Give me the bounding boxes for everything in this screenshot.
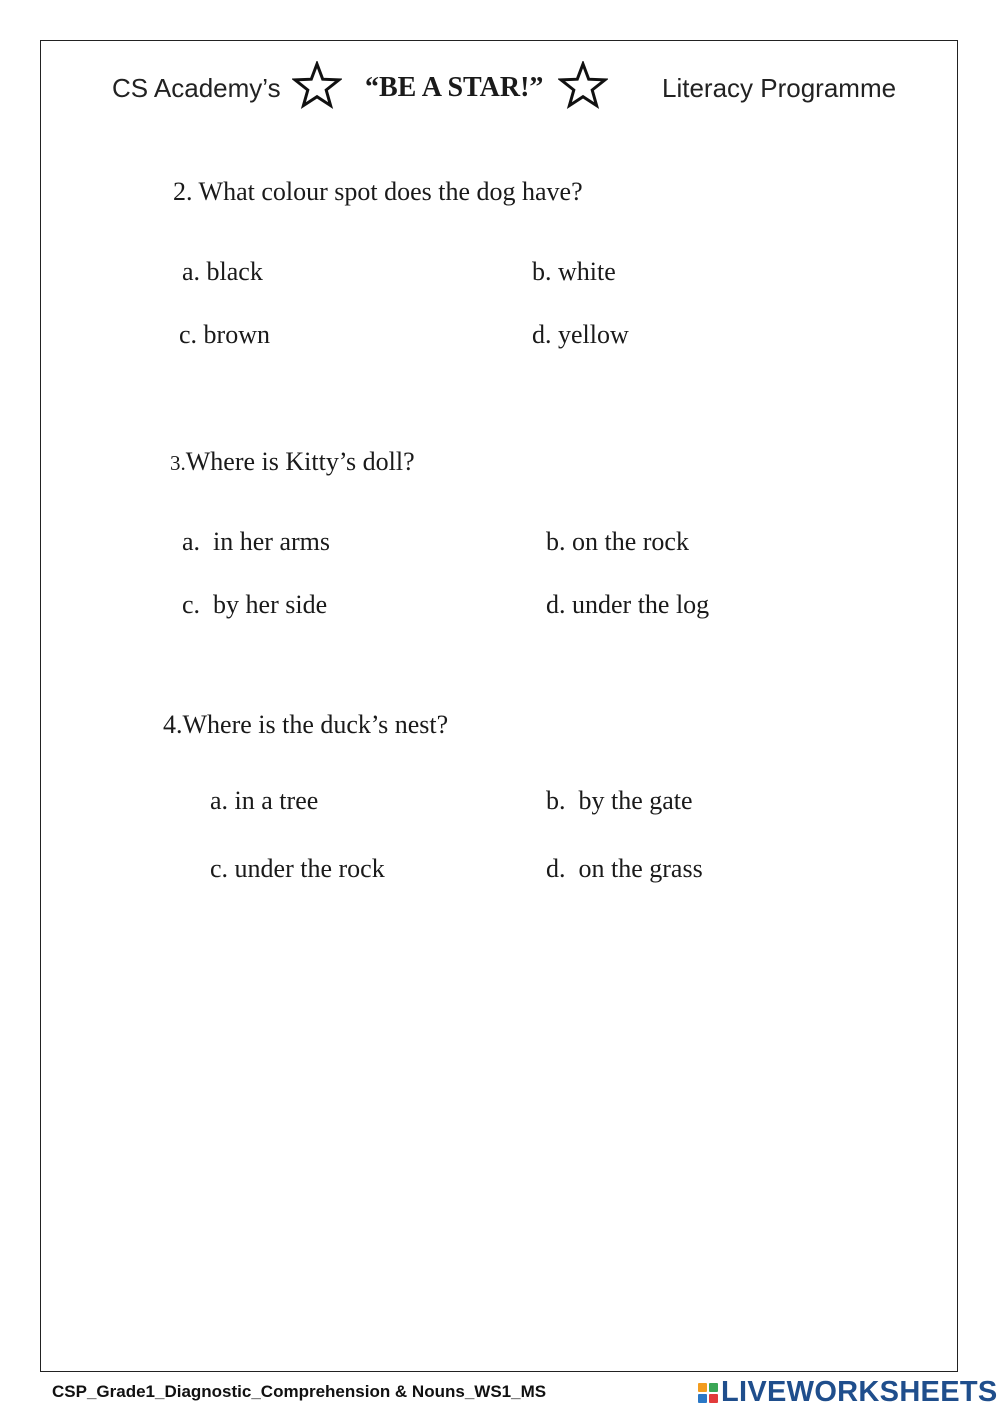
option-letter: a. <box>182 257 201 286</box>
liveworksheets-logo[interactable] <box>698 1376 998 1409</box>
page-border <box>40 40 958 1372</box>
option-letter: d. <box>546 590 566 619</box>
option-letter: d. <box>546 854 566 883</box>
option-4c[interactable] <box>210 852 385 886</box>
option-text: under the rock <box>234 854 385 883</box>
question-text: Where is the duck’s nest? <box>182 710 449 739</box>
question-number: 2. <box>173 177 193 206</box>
option-letter: b. <box>546 527 566 556</box>
option-2d[interactable] <box>532 318 629 352</box>
question-text: What colour spot does the dog have? <box>198 177 583 206</box>
option-text: on the rock <box>572 527 689 556</box>
question-number: 4. <box>163 710 183 739</box>
option-4a[interactable] <box>210 784 318 818</box>
question-3 <box>170 445 415 480</box>
option-letter: c. <box>182 590 201 619</box>
option-2b[interactable] <box>532 255 616 289</box>
star-outline-icon <box>558 61 608 111</box>
option-text: under the log <box>572 590 710 619</box>
option-text: in a tree <box>234 786 319 815</box>
option-letter: a. <box>182 527 201 556</box>
option-2a[interactable] <box>182 255 263 289</box>
document-id: CSP_Grade1_Diagnostic_Comprehension & Nouns_WS1_MS <box>52 1382 547 1401</box>
option-text: in her arms <box>213 527 331 556</box>
brand-name: LIVEWORKSHEETS <box>721 1376 998 1408</box>
star-outline-icon <box>292 61 342 111</box>
header-academy: CS Academy’s <box>112 73 281 103</box>
option-letter: c. <box>210 854 229 883</box>
question-text: Where is Kitty’s doll? <box>185 447 415 476</box>
option-2c[interactable] <box>179 318 270 352</box>
header-programme: Literacy Programme <box>662 73 897 103</box>
option-text: yellow <box>558 320 629 349</box>
option-3d[interactable] <box>546 588 709 622</box>
option-letter: b. <box>546 786 566 815</box>
option-text: by her side <box>213 590 328 619</box>
question-number: 3. <box>170 451 186 475</box>
logo-blocks-icon <box>698 1383 718 1403</box>
option-letter: b. <box>532 257 552 286</box>
option-3a[interactable] <box>182 525 330 559</box>
option-text: on the grass <box>578 854 703 883</box>
option-text: brown <box>203 320 270 349</box>
option-text: black <box>206 257 263 286</box>
option-text: by the gate <box>578 786 693 815</box>
header-slogan: “BE A STAR!” <box>365 72 544 103</box>
option-4b[interactable] <box>546 784 693 818</box>
question-2 <box>173 175 583 209</box>
option-letter: d. <box>532 320 552 349</box>
option-letter: a. <box>210 786 229 815</box>
option-4d[interactable] <box>546 852 703 886</box>
option-letter: c. <box>179 320 198 349</box>
option-text: white <box>558 257 616 286</box>
option-3b[interactable] <box>546 525 689 559</box>
option-3c[interactable] <box>182 588 327 622</box>
question-4 <box>163 708 448 742</box>
